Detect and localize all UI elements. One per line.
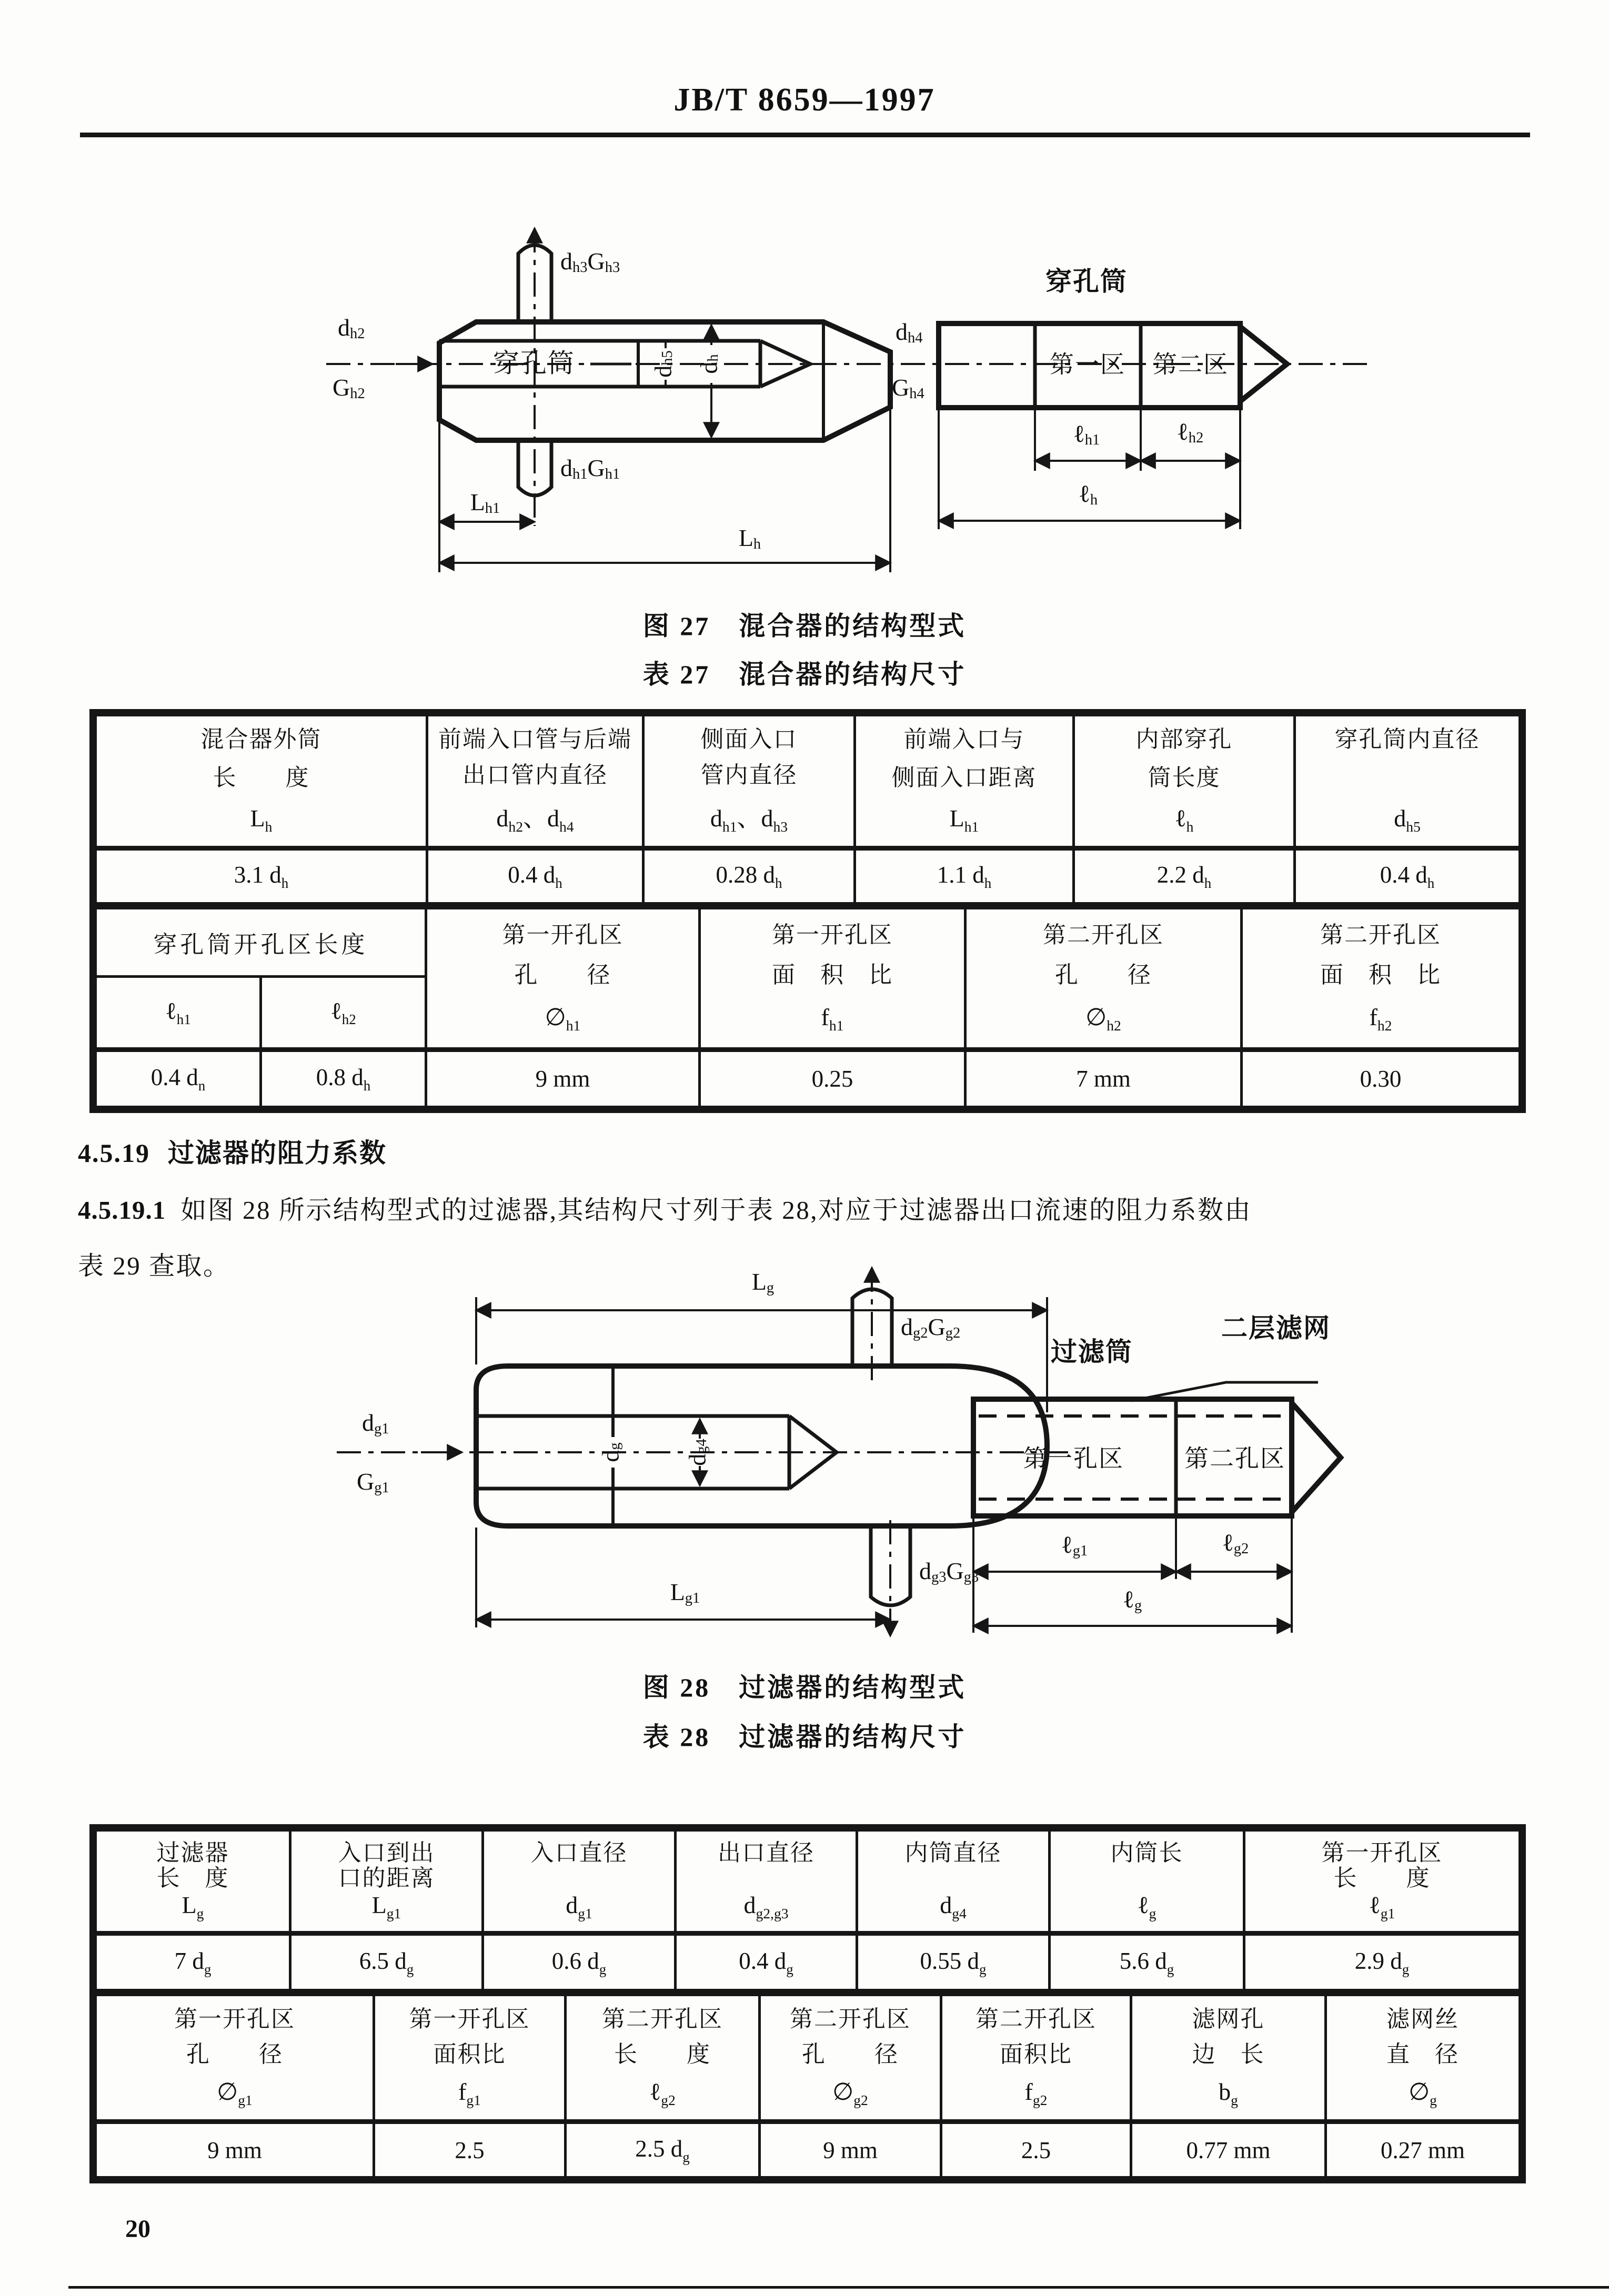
t27-v2-1: 0.8 $d_h$: [261, 1050, 426, 1107]
t28-v2-3: 9 mm: [760, 2122, 941, 2178]
clause-paragraph-line1: [78, 1190, 1252, 1227]
t28-v2-4: 2.5: [941, 2122, 1131, 2178]
table28-caption: 表 28 过滤器的结构尺寸: [642, 1722, 967, 1752]
t28-v-0: 7 $d_g$: [96, 1934, 290, 1990]
t27-v-4: 2.2 $d_h$: [1074, 848, 1295, 904]
table28-section1: [94, 1829, 1521, 1991]
standard-code: JB/T 8659—1997: [673, 82, 936, 118]
t28-h-cell-6: 第一开孔区 长 度 ℓ$_{g1}$: [1244, 1830, 1520, 1934]
figure28-caption: 图 28 过滤器的结构型式: [642, 1673, 967, 1702]
label-gh2: Gh2: [333, 374, 365, 402]
label-dh3-gh3: dh3Gh3: [560, 248, 620, 276]
t28-h-cell-2: 入口直径 $d_{g1}$: [483, 1830, 676, 1934]
dim-label-dh5: dh5: [649, 350, 677, 378]
t28-h2-cell-6: 滤网丝 直 径 $\emptyset_g$: [1326, 1994, 1520, 2122]
dim-label-lg1-zone: ℓg1: [1061, 1531, 1088, 1560]
clause-paragraph-line2: 表 29 查取。: [78, 1251, 230, 1280]
t28-h2-cell-2: 第二开孔区 长 度 ℓ$_{g2}$: [566, 1994, 760, 2122]
subclause-number: 4.5.19.1: [78, 1196, 166, 1225]
dim-label-lg-total: ℓg: [1122, 1586, 1142, 1614]
dim-label-lh-total: ℓh: [1078, 480, 1098, 509]
table27-section2: [94, 905, 1521, 1108]
figure27-caption: 图 27 混合器的结构型式: [642, 611, 967, 641]
mesh-label: 二层滤网: [1221, 1313, 1331, 1343]
t27-v2-3: 0.25: [700, 1050, 966, 1107]
table28-data-row1: [96, 1934, 1520, 1990]
dim-label-dh: dh: [695, 354, 722, 374]
table28-header-row2: [96, 1994, 1520, 2122]
table27-group-row: [96, 907, 1520, 977]
detail-title: 过滤筒: [1051, 1337, 1133, 1367]
clause-number: 4.5.19: [78, 1138, 150, 1168]
dim-label-lh2-zone: ℓh2: [1176, 418, 1204, 447]
t27-v2-4: 7 mm: [966, 1050, 1242, 1107]
perforated-tube-detail: [939, 267, 1287, 529]
label-dh4: dh4: [896, 318, 923, 347]
header-rule: [80, 133, 1530, 137]
bottom-nozzle-cap: [518, 487, 551, 495]
t27-h2-cell-3: 第二开孔区 面 积 比 $f_{h2}$: [1242, 907, 1520, 1050]
t28-h-cell-0: 过滤器 长 度 $L_g$: [96, 1830, 290, 1934]
label-gg1: Gg1: [357, 1468, 389, 1496]
table27-section1: [94, 714, 1521, 905]
t27-h2-cell-2: 第二开孔区 孔 径 $\emptyset_{h2}$: [966, 907, 1242, 1050]
table27-caption: 表 27 混合器的结构尺寸: [642, 660, 967, 689]
t28-v2-1: 2.5: [374, 2122, 566, 2178]
t28-v2-2: 2.5 $d_g$: [566, 2122, 760, 2178]
dim-label-lh1: Lh1: [470, 489, 500, 517]
clause-heading: [78, 1132, 387, 1170]
t28-v2-6: 0.27 mm: [1326, 2122, 1520, 2178]
t28-h2-cell-5: 滤网孔 边 长 $b_g$: [1131, 1994, 1326, 2122]
table28-section2: [94, 1991, 1521, 2179]
dim-label-lg: Lg: [751, 1268, 775, 1297]
filter-tube-detail: [973, 1313, 1341, 1633]
t27-v-2: 0.28 $d_h$: [643, 848, 855, 904]
label-dh1-gh1: dh1Gh1: [560, 454, 620, 483]
zone2-label: 第二区: [1153, 351, 1229, 378]
footer-rule: [68, 2286, 1609, 2289]
clause-title: 过滤器的阻力系数: [168, 1138, 387, 1168]
t28-v-4: 0.55 $d_g$: [857, 1934, 1050, 1990]
t27-v2-0: 0.4 $d_n$: [96, 1050, 261, 1107]
t27-h-cell-5: 穿孔筒内直径 $d_{h5}$: [1295, 715, 1520, 848]
label-dg1: dg1: [362, 1409, 389, 1438]
t28-h-cell-1: 入口到出 口的距离 $L_{g1}$: [290, 1830, 483, 1934]
t27-v-0: 3.1 $d_h$: [96, 848, 427, 904]
t28-v-2: 0.6 $d_g$: [483, 1934, 676, 1990]
t27-sub-1: ℓ$_{h2}$: [261, 977, 426, 1050]
label-gh4: Gh4: [892, 374, 924, 402]
t28-v-5: 5.6 $d_g$: [1050, 1934, 1244, 1990]
page-number: 20: [125, 2215, 150, 2243]
t27-v2-5: 0.30: [1242, 1050, 1520, 1107]
t27-h2-cell-1: 第一开孔区 面 积 比 $f_{h1}$: [700, 907, 966, 1050]
table27-data-row2: [96, 1050, 1520, 1107]
detail-title: 穿孔筒: [1045, 267, 1128, 296]
t27-h-cell-3: 前端入口与 侧面入口距离 $L_{h1}$: [855, 715, 1074, 848]
figure28-filter-diagram: [295, 1252, 1421, 1652]
dim-label-lh1-zone: ℓh1: [1073, 420, 1100, 449]
t28-v-3: 0.4 $d_g$: [676, 1934, 857, 1990]
t28-v2-0: 9 mm: [96, 2122, 374, 2178]
t27-h-cell-2: 侧面入口 管内直径 $d_{h1}$、$d_{h3}$: [643, 715, 855, 848]
table27-header-row: [96, 715, 1520, 848]
table27: [89, 709, 1526, 1113]
t27-h2-cell-0: 第一开孔区 孔 径 $\emptyset_{h1}$: [426, 907, 700, 1050]
tube-nose: [1292, 1403, 1341, 1512]
t27-h-cell-4: 内部穿孔 筒长度 ℓ$_h$: [1074, 715, 1295, 848]
t28-v-1: 6.5 $d_g$: [290, 1934, 483, 1990]
zone1-label: 第一孔区: [1023, 1445, 1124, 1472]
t28-h-cell-3: 出口直径 $d_{g2,g3}$: [676, 1830, 857, 1934]
dim-label-dg: dg: [597, 1442, 624, 1462]
figure27-mixer-diagram: [295, 210, 1410, 600]
filter-shell: [476, 1366, 1047, 1526]
t27-v-1: 0.4 $d_h$: [427, 848, 643, 904]
label-dh2: dh2: [338, 314, 365, 342]
filter-section-view: [337, 1268, 1079, 1636]
t27-group-header: 穿孔筒开孔区长度: [96, 907, 426, 977]
dim-label-lg2-zone: ℓg2: [1222, 1529, 1249, 1557]
dim-label-lg1: Lg1: [670, 1579, 700, 1607]
t28-h2-cell-0: 第一开孔区 孔 径 $\emptyset_{g1}$: [96, 1994, 374, 2122]
t28-h-cell-4: 内筒直径 $d_{g4}$: [857, 1830, 1050, 1934]
zone2-label: 第二孔区: [1184, 1445, 1285, 1472]
dim-label-lh: Lh: [738, 524, 761, 553]
label-dg3-gg3: dg3Gg3: [919, 1557, 979, 1586]
t28-v2-5: 0.77 mm: [1131, 2122, 1326, 2178]
t28-h2-cell-3: 第二开孔区 孔 径 $\emptyset_{g2}$: [760, 1994, 941, 2122]
perforated-tube-label: 穿孔筒: [493, 348, 575, 378]
dim-label-dg4: dg4: [683, 1439, 711, 1466]
t27-v2-2: 9 mm: [426, 1050, 700, 1107]
zone1-label: 第一区: [1050, 351, 1125, 378]
subclause-text: 如图 28 所示结构型式的过滤器,其结构尺寸列于表 28,对应于过滤器出口流速的阻力系数由: [180, 1196, 1252, 1225]
t28-h2-cell-4: 第二开孔区 面积比 $f_{g2}$: [941, 1994, 1131, 2122]
t27-v-3: 1.1 $d_h$: [855, 848, 1074, 904]
t27-v-5: 0.4 $d_h$: [1295, 848, 1520, 904]
table28: [89, 1824, 1526, 2183]
t27-h-cell-0: 混合器外筒 长 度 $L_h$: [96, 715, 427, 848]
t28-v-6: 2.9 $d_g$: [1244, 1934, 1520, 1990]
t28-h-cell-5: 内筒长 ℓ$_g$: [1050, 1830, 1244, 1934]
t27-sub-0: ℓ$_{h1}$: [96, 977, 261, 1050]
table28-header-row1: [96, 1830, 1520, 1934]
label-dg2-gg2: dg2Gg2: [901, 1313, 961, 1342]
t27-h-cell-1: 前端入口管与后端 出口管内直径 $d_{h2}$、$d_{h4}$: [427, 715, 643, 848]
table28-data-row2: [96, 2122, 1520, 2178]
t28-h2-cell-1: 第一开孔区 面积比 $f_{g1}$: [374, 1994, 566, 2122]
table27-data-row1: [96, 848, 1520, 904]
